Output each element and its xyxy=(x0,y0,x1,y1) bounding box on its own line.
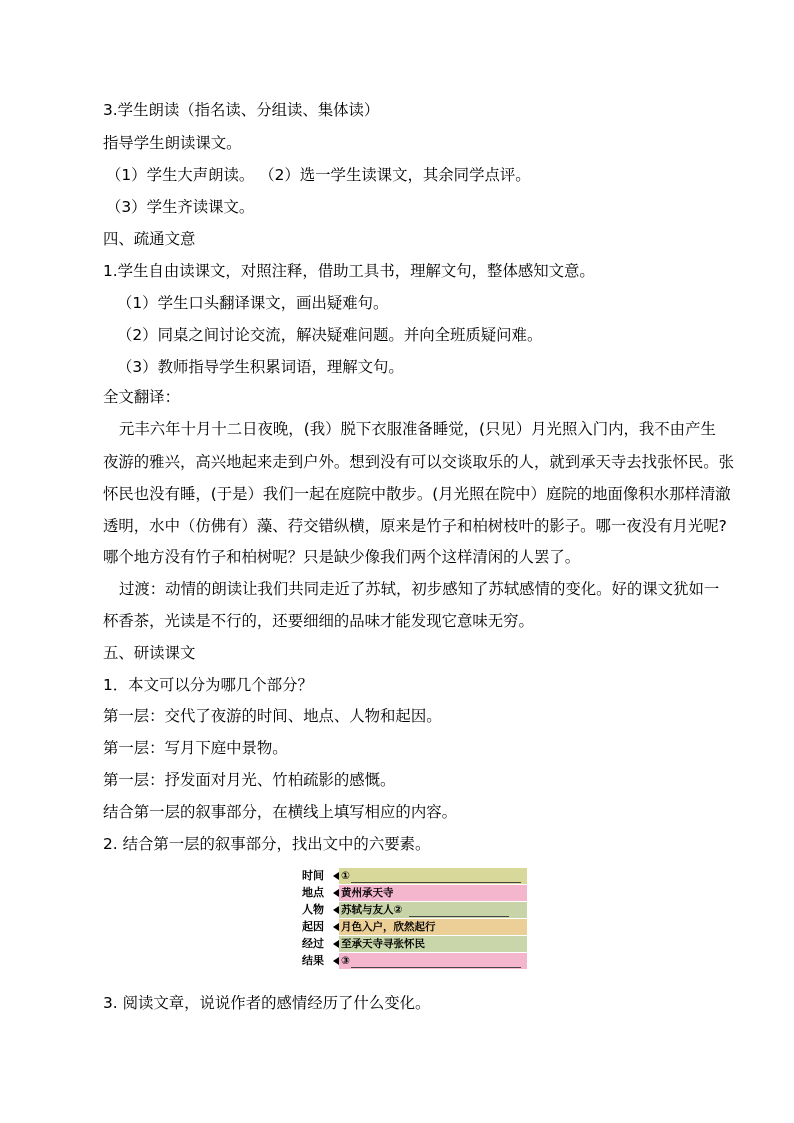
element-row-people xyxy=(299,902,529,918)
text-line: 1.学生自由读课文，对照注释，借助工具书，理解文句，整体感知文意。 xyxy=(103,262,595,280)
element-text: 至承天寺寻张怀民 xyxy=(341,938,425,950)
element-label: 人物 xyxy=(302,903,324,916)
element-label: 经过 xyxy=(302,937,324,950)
element-label: 地点 xyxy=(302,886,324,899)
element-bar xyxy=(339,885,527,901)
text-line: （3）学生齐读课文。 xyxy=(106,198,255,216)
blank-line xyxy=(351,967,521,968)
element-text: 月色入户，欣然起行 xyxy=(341,921,436,933)
element-bar xyxy=(339,953,527,969)
element-bar xyxy=(339,919,527,935)
text-line: （2）同桌之间讨论交流，解决疑难问题。并向全班质疑问难。 xyxy=(117,326,543,344)
paragraph-line: 怀民也没有睡，(于是）我们一起在庭院中散步。(月光照在院中）庭院的地面像积水那样清澈 xyxy=(103,485,731,503)
section-heading: 五、研读课文 xyxy=(103,644,196,662)
paragraph-line: 过渡：动情的朗读让我们共同走近了苏轼，初步感知了苏轼感情的变化。好的课文犹如一 xyxy=(119,580,720,598)
element-label: 时间 xyxy=(302,869,324,882)
paragraph-line: 透明，水中（仿佛有）藻、荇交错纵横，原来是竹子和柏树枝叶的影子。哪一夜没有月光呢? xyxy=(103,517,727,535)
text-line: 3.学生朗读（指名读、分组读、集体读） xyxy=(103,101,380,119)
element-text: 黄州承天寺 xyxy=(341,887,394,899)
element-row-result xyxy=(299,953,529,969)
element-row-time xyxy=(299,868,529,884)
text-line: （1）学生口头翻译课文，画出疑难句。 xyxy=(117,294,389,312)
element-row-place xyxy=(299,885,529,901)
paragraph-line: 杯香茶，光读是不行的，还要细细的品味才能发现它意味无穷。 xyxy=(103,612,534,630)
element-text: 苏轼与友人② xyxy=(341,904,403,916)
text-line: （3）教师指导学生积累词语，理解文句。 xyxy=(117,358,404,376)
element-bar xyxy=(339,868,527,884)
element-text: ① xyxy=(341,870,350,882)
paragraph-line: 夜游的雅兴，高兴地起来走到户外。想到没有可以交谈取乐的人，就到承天寺去找张怀民。张 xyxy=(103,453,735,471)
text-line: 指导学生朗读课文。 xyxy=(103,134,242,152)
paragraph-line: 元丰六年十月十二日夜晚，(我）脱下衣服准备睡觉，(只见）月光照入门内，我不由产生 xyxy=(119,420,716,438)
text-line: 第一层：交代了夜游的时间、地点、人物和起因。 xyxy=(103,707,442,725)
element-label: 结果 xyxy=(302,954,324,967)
text-line: 2. 结合第一层的叙事部分，找出文中的六要素。 xyxy=(103,835,431,853)
text-line: 3. 阅读文章，说说作者的感情经历了什么变化。 xyxy=(103,994,431,1012)
blank-line xyxy=(351,882,521,883)
text-line: 第一层：抒发面对月光、竹柏疏影的感慨。 xyxy=(103,771,396,789)
blank-line xyxy=(409,916,509,917)
text-line: 全文翻译： xyxy=(103,388,180,406)
text-line: 结合第一层的叙事部分，在横线上填写相应的内容。 xyxy=(103,803,457,821)
element-bar xyxy=(339,936,527,952)
paragraph-line: 哪个地方没有竹子和柏树呢？只是缺少像我们两个这样清闲的人罢了。 xyxy=(103,548,581,566)
element-bar xyxy=(339,902,527,918)
element-label: 起因 xyxy=(302,920,324,933)
text-line: 1．本文可以分为哪几个部分？ xyxy=(103,676,313,694)
text-line: （1）学生大声朗读。 （2）选一学生读课文，其余同学点评。 xyxy=(106,166,531,184)
six-elements-figure xyxy=(299,866,529,972)
text-line: 第一层：写月下庭中景物。 xyxy=(103,739,288,757)
element-row-process xyxy=(299,936,529,952)
section-heading: 四、疏通文意 xyxy=(103,230,196,248)
element-text: ③ xyxy=(341,955,350,967)
element-row-cause xyxy=(299,919,529,935)
